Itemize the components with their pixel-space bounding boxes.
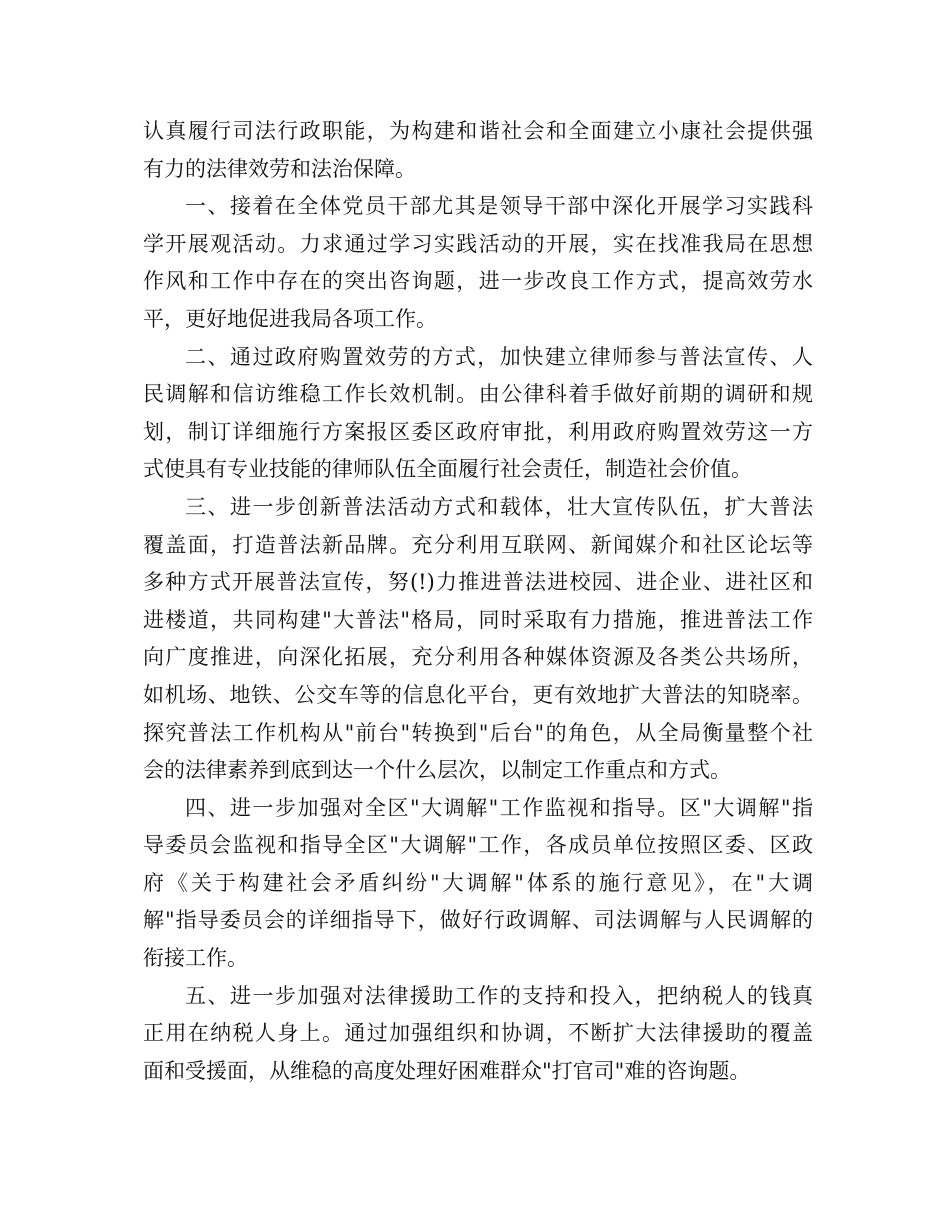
body-text-line: 覆盖面，打造普法新品牌。充分利用互联网、新闻媒介和社区论坛等 — [143, 532, 813, 557]
body-text-line: 会的法律素养到底到达一个什么层次，以制定工作重点和方式。 — [143, 758, 731, 783]
body-text-line: 有力的法律效劳和法治保障。 — [143, 156, 416, 181]
body-text-line: 平，更好地促进我局各项工作。 — [143, 306, 437, 331]
body-text-line: 向广度推进，向深化拓展，充分利用各种媒体资源及各类公共场所， — [143, 645, 813, 670]
body-text-line: 面和受援面，从维稳的高度处理好困难群众"打官司"难的咨询题。 — [143, 1058, 751, 1083]
body-text-line: 衔接工作。 — [143, 946, 248, 971]
body-text-line: 正用在纳税人身上。通过加强组织和协调，不断扩大法律援助的覆盖 — [143, 1021, 813, 1046]
body-text-line: 府《关于构建社会矛盾纠纷"大调解"体系的施行意见》，在"大调 — [143, 870, 813, 895]
paragraph-first-line: 一、接着在全体党员干部尤其是领导干部中深化开展学习实践科 — [185, 194, 813, 219]
body-text-line: 民调解和信访维稳工作长效机制。由公律科着手做好前期的调研和规 — [143, 382, 813, 407]
body-text-line: 解"指导委员会的详细指导下，做好行政调解、司法调解与人民调解的 — [143, 908, 813, 933]
body-text-line: 作风和工作中存在的突出咨询题，进一步改良工作方式，提高效劳水 — [143, 269, 813, 294]
paragraph-first-line: 二、通过政府购置效劳的方式，加快建立律师参与普法宣传、人 — [185, 344, 813, 369]
paragraph-first-line: 四、进一步加强对全区"大调解"工作监视和指导。区"大调解"指 — [185, 795, 813, 820]
paragraph-first-line: 五、进一步加强对法律援助工作的支持和投入，把纳税人的钱真 — [185, 983, 813, 1008]
body-text-line: 式使具有专业技能的律师队伍全面履行社会责任，制造社会价值。 — [143, 457, 752, 482]
body-text-line: 探究普法工作机构从"前台"转换到"后台"的角色，从全局衡量整个社 — [143, 720, 813, 745]
paragraph-first-line: 三、进一步创新普法活动方式和载体，壮大宣传队伍，扩大普法 — [185, 494, 813, 519]
document-body — [143, 113, 813, 1090]
body-text-line: 划，制订详细施行方案报区委区政府审批，利用政府购置效劳这一方 — [143, 419, 813, 444]
body-text-line: 进楼道，共同构建"大普法"格局，同时采取有力措施，推进普法工作 — [143, 607, 813, 632]
body-text-line: 导委员会监视和指导全区"大调解"工作，各成员单位按照区委、区政 — [143, 833, 813, 858]
body-text-line: 多种方式开展普法宣传，努(!)力推进普法进校园、进企业、进社区和 — [143, 570, 813, 595]
body-text-line: 认真履行司法行政职能，为构建和谐社会和全面建立小康社会提供强 — [143, 119, 813, 143]
body-text-line: 如机场、地铁、公交车等的信息化平台，更有效地扩大普法的知晓率。 — [143, 682, 813, 707]
body-text-line: 学开展观活动。力求通过学习实践活动的开展，实在找准我局在思想 — [143, 231, 813, 256]
